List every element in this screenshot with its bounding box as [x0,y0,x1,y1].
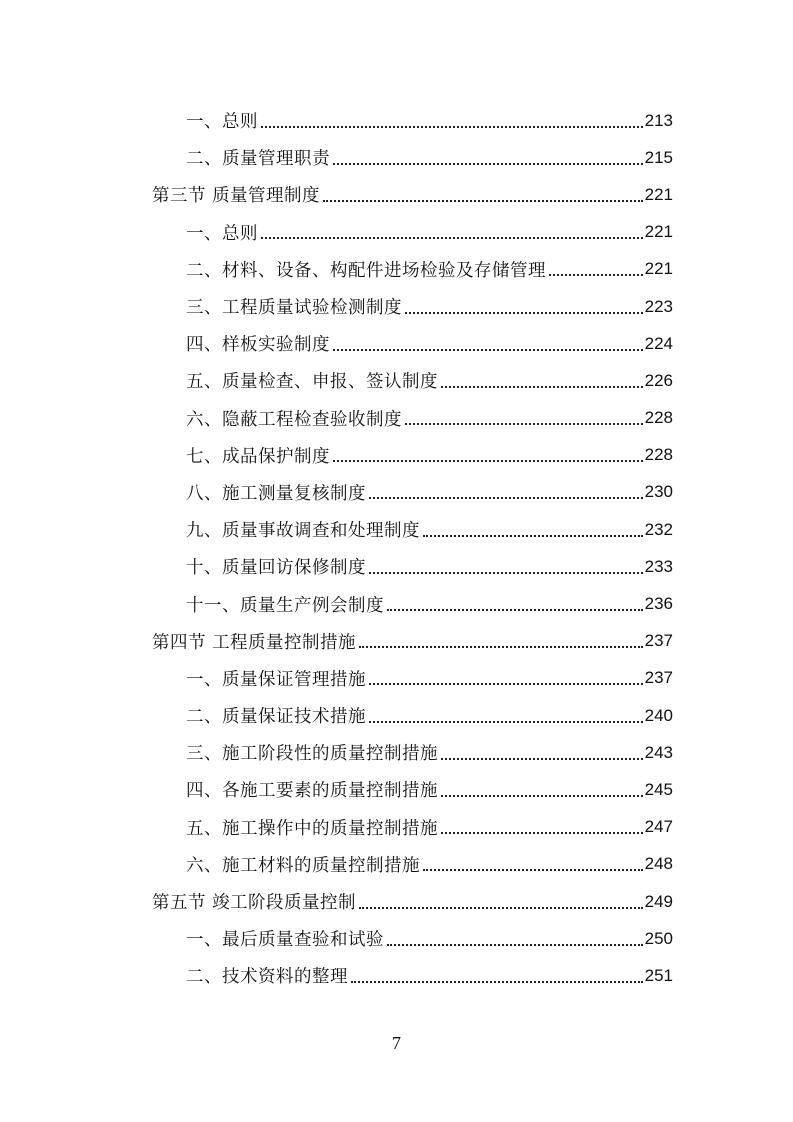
toc-dot-leader [387,609,643,611]
toc-dot-leader [333,163,643,165]
toc-entry-title: 第五节 竣工阶段质量控制 [152,893,357,914]
toc-entry[interactable] [0,809,793,846]
toc-entry-page: 236 [644,594,673,614]
table-of-contents [0,102,793,995]
toc-entry-page: 248 [644,854,673,874]
toc-entry-title: 二、质量保证技术措施 [186,707,366,728]
toc-entry-page: 243 [644,742,673,762]
toc-dot-leader [369,572,643,574]
toc-entry[interactable] [0,176,793,213]
toc-entry[interactable] [0,660,793,697]
toc-entry-title: 八、施工测量复核制度 [186,483,366,504]
toc-entry[interactable] [0,214,793,251]
toc-entry-page: 221 [644,222,673,242]
toc-entry-title: 二、材料、设备、构配件进场检验及存储管理 [186,260,546,281]
toc-entry-title: 一、总则 [186,112,258,133]
toc-entry-page: 250 [644,928,673,948]
toc-entry-title: 五、施工操作中的质量控制措施 [186,818,438,839]
toc-entry-page: 240 [644,705,673,725]
toc-entry-title: 三、工程质量试验检测制度 [186,298,402,319]
toc-entry-title: 三、施工阶段性的质量控制措施 [186,744,438,765]
toc-dot-leader [261,237,643,239]
toc-entry-title: 四、各施工要素的质量控制措施 [186,781,438,802]
toc-entry-page: 249 [644,891,673,911]
toc-dot-leader [423,869,643,871]
toc-entry-page: 247 [644,817,673,837]
toc-entry-page: 228 [644,408,673,428]
toc-entry[interactable] [0,325,793,362]
toc-entry-title: 六、施工材料的质量控制措施 [186,855,420,876]
toc-entry-title: 二、质量管理职责 [186,149,330,170]
toc-entry[interactable] [0,400,793,437]
toc-entry[interactable] [0,251,793,288]
toc-dot-leader [441,758,643,760]
toc-entry[interactable] [0,585,793,622]
toc-dot-leader [369,683,643,685]
toc-dot-leader [441,832,643,834]
toc-entry-page: 228 [644,445,673,465]
toc-entry-page: 215 [644,147,673,167]
toc-entry-title: 七、成品保护制度 [186,446,330,467]
toc-entry-title: 一、质量保证管理措施 [186,669,366,690]
toc-entry[interactable] [0,623,793,660]
toc-entry-title: 一、最后质量查验和试验 [186,930,384,951]
toc-entry[interactable] [0,511,793,548]
toc-entry-page: 245 [644,779,673,799]
toc-entry[interactable] [0,102,793,139]
toc-entry-title: 九、质量事故调查和处理制度 [186,521,420,542]
toc-dot-leader [369,497,643,499]
toc-entry[interactable] [0,288,793,325]
toc-dot-leader [333,349,643,351]
toc-entry-page: 224 [644,333,673,353]
toc-dot-leader [359,907,643,909]
toc-entry[interactable] [0,437,793,474]
toc-entry-page: 230 [644,482,673,502]
toc-entry-page: 213 [644,110,673,130]
page-number: 7 [392,1033,401,1053]
toc-dot-leader [369,721,643,723]
toc-entry[interactable] [0,734,793,771]
toc-entry-title: 六、隐蔽工程检查验收制度 [186,409,402,430]
toc-entry[interactable] [0,771,793,808]
toc-entry-title: 第三节 质量管理制度 [152,186,321,207]
toc-entry[interactable] [0,920,793,957]
toc-entry-title: 四、样板实验制度 [186,335,330,356]
toc-entry[interactable] [0,697,793,734]
toc-entry[interactable] [0,548,793,585]
toc-dot-leader [441,795,643,797]
toc-entry[interactable] [0,139,793,176]
toc-entry-title: 第四节 工程质量控制措施 [152,632,357,653]
toc-entry-page: 221 [644,259,673,279]
toc-entry-page: 237 [644,631,673,651]
toc-dot-leader [261,126,643,128]
toc-dot-leader [359,646,643,648]
toc-entry-page: 223 [644,296,673,316]
toc-entry-page: 237 [644,668,673,688]
toc-dot-leader [549,274,643,276]
toc-entry-title: 一、总则 [186,223,258,244]
toc-entry[interactable] [0,883,793,920]
toc-dot-leader [351,981,643,983]
toc-dot-leader [387,944,643,946]
toc-dot-leader [323,200,643,202]
toc-dot-leader [405,312,643,314]
toc-dot-leader [423,535,643,537]
toc-dot-leader [405,423,643,425]
toc-entry-title: 十一、质量生产例会制度 [186,595,384,616]
toc-entry[interactable] [0,474,793,511]
toc-entry[interactable] [0,957,793,994]
toc-entry-title: 二、技术资料的整理 [186,967,348,988]
toc-entry-title: 十、质量回访保修制度 [186,558,366,579]
toc-entry-title: 五、质量检查、申报、签认制度 [186,372,438,393]
toc-entry-page: 251 [644,965,673,985]
toc-entry-page: 233 [644,556,673,576]
toc-entry-page: 221 [644,184,673,204]
toc-entry-page: 226 [644,370,673,390]
toc-entry[interactable] [0,846,793,883]
toc-entry-page: 232 [644,519,673,539]
toc-dot-leader [441,386,643,388]
toc-entry[interactable] [0,362,793,399]
toc-dot-leader [333,460,643,462]
